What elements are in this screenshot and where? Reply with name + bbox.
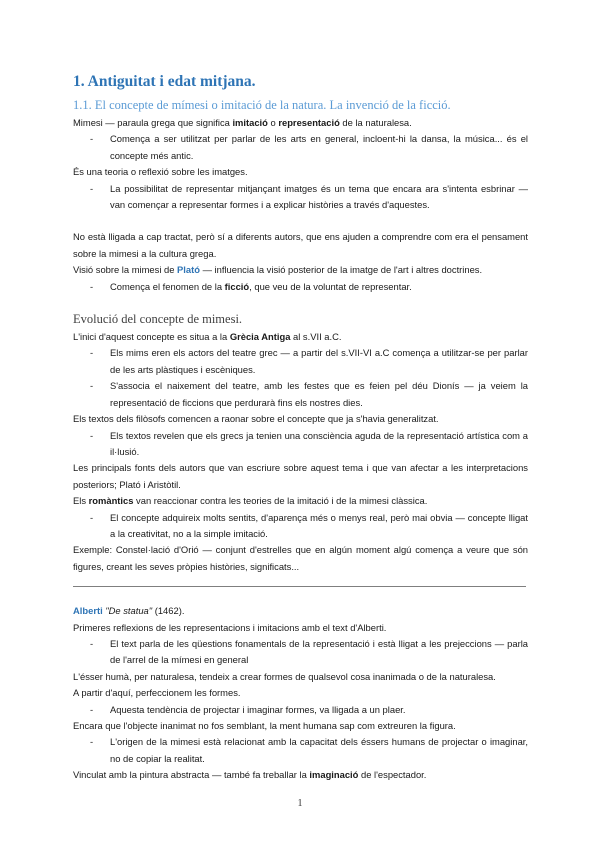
page-content bbox=[73, 72, 528, 784]
bullet-text: Els mims eren els actors del teatre grec — a partir del s.VII-VI a.C comença a utilitzar-se per parlar de les arts plàstiques i escèniques. bbox=[110, 347, 528, 375]
bold-text: imaginació bbox=[309, 769, 359, 781]
heading-evolucio: Evolució del concepte de mimesi. bbox=[73, 312, 243, 327]
text: Comença el fenomen de la bbox=[110, 280, 225, 292]
bullet-text: S'associa el naixement del teatre, amb les festes que es feien pel déu Dionís — ja veiem la representació de ficcions que perdurarà fins els nostres dies. bbox=[110, 380, 528, 408]
bullet-text: Aquesta tendència de projectar i imaginar formes, va lligada a un plaer. bbox=[110, 703, 406, 715]
bullet-dash: - bbox=[90, 736, 94, 748]
page-number: 1 bbox=[297, 798, 303, 809]
paragraph bbox=[73, 767, 528, 783]
text: , que veu de la voluntat de representar. bbox=[249, 280, 412, 292]
bullet-dash: - bbox=[90, 429, 94, 441]
text: de l'espectador. bbox=[358, 769, 427, 781]
paragraph: És una teoria o reflexió sobre les imatges. bbox=[73, 166, 248, 178]
section-title-alberti bbox=[73, 603, 528, 619]
work-title: "De statua" bbox=[105, 605, 153, 617]
text: al s.VII a.C. bbox=[290, 331, 342, 343]
bullet-dash: - bbox=[90, 703, 94, 715]
bold-text: Grècia Antiga bbox=[229, 331, 291, 343]
bullet-text: L'origen de la mimesi està relacionat amb la capacitat dels éssers humans de projectar o imaginar, no de copiar la realitat. bbox=[110, 736, 528, 764]
bullet-item bbox=[73, 702, 528, 718]
bullet-dash: - bbox=[90, 133, 94, 145]
bullet-dash: - bbox=[90, 182, 94, 194]
bullet-text: La possibilitat de representar mitjançant imatges és un tema que encara ara s'intenta esbrinar — van començar a representar formes i a explicar històries a través d'aquestes. bbox=[110, 182, 528, 211]
text: de la naturalesa. bbox=[339, 117, 412, 128]
text: Visió sobre la mimesi de bbox=[73, 264, 178, 276]
highlight-plato: Plató bbox=[177, 264, 200, 276]
paragraph bbox=[73, 262, 528, 278]
paragraph: Encara que l'objecte inanimat no fos semblant, la ment humana sap com extreuren la figura. bbox=[73, 720, 456, 731]
text: o bbox=[267, 117, 279, 128]
bullet-item bbox=[73, 734, 528, 767]
heading-antiguitat: 1. Antiguitat i edat mitjana. bbox=[73, 73, 256, 90]
bullet-dash: - bbox=[90, 380, 94, 392]
paragraph: L'ésser humà, per naturalesa, tendeix a crear formes de qualsevol cosa inanimada o de la naturalesa. bbox=[73, 670, 496, 682]
bullet-dash: - bbox=[90, 347, 94, 359]
paragraph: Exemple: Constel·lació d'Orió — conjunt d'estrelles que en algún moment algú comença a veure que són figures, creant les seves pròpies històries, significats... bbox=[73, 544, 528, 572]
bullet-item bbox=[73, 181, 528, 214]
text: Vinculat amb la pintura abstracta — també fa treballar la bbox=[73, 769, 310, 781]
paragraph: Les principals fonts dels autors que van escriure sobre aquest tema i que van afectar a les interpretacions posteriors; Plató i Aristòtil. bbox=[73, 462, 528, 490]
paragraph: Primeres reflexions de les representacions i imitacions amb el text d'Alberti. bbox=[73, 621, 387, 633]
bullet-item bbox=[73, 428, 528, 461]
author-name: Alberti bbox=[73, 605, 103, 617]
bullet-dash: - bbox=[90, 511, 94, 523]
paragraph: A partir d'aquí, perfeccionem les formes. bbox=[73, 687, 241, 699]
year: (1462). bbox=[152, 605, 185, 617]
bullet-item bbox=[73, 510, 528, 543]
bullet-text: El concepte adquireix molts sentits, d'aparença més o menys real, però mai obvia — concepte lligat a la creativitat, no a la simple imitació. bbox=[110, 511, 528, 539]
bullet-item bbox=[73, 345, 528, 378]
bold-text: romàntics bbox=[88, 495, 134, 507]
text: — influencia la visió posterior de la imatge de l'art i altres doctrines. bbox=[199, 264, 483, 276]
paragraph: Els textos dels filòsofs comencen a raonar sobre el concepte que ja s'havia generalitzat. bbox=[73, 413, 439, 425]
text: L'inici d'aquest concepte es situa a la bbox=[73, 331, 230, 343]
paragraph bbox=[73, 329, 528, 345]
bullet-dash: - bbox=[90, 637, 94, 649]
bullet-text: Comença a ser utilitzat per parlar de les arts en general, incloent-hi la dansa, la música... és el concepte més antic. bbox=[110, 133, 528, 161]
text: Mimesi — paraula grega que significa bbox=[73, 117, 233, 128]
bullet-item bbox=[73, 378, 528, 411]
paragraph bbox=[73, 115, 528, 131]
subheading-mimesi: 1.1. El concepte de mímesi o imitació de la natura. La invenció de la ficció. bbox=[73, 98, 451, 112]
text: Els bbox=[73, 495, 89, 507]
bold-text: representació bbox=[278, 117, 340, 128]
bullet-item bbox=[73, 131, 528, 164]
bold-text: imitació bbox=[232, 117, 268, 128]
bullet-text: Els textos revelen que els grecs ja tenien una consciència aguda de la representació artística com a il·lusió. bbox=[110, 429, 528, 457]
paragraph bbox=[73, 493, 528, 509]
paragraph: No està lligada a cap tractat, però sí a diferents autors, que ens ajuden a comprendre com era el pensament sobre la mimesi a la cultura grega. bbox=[73, 231, 528, 259]
bullet-dash: - bbox=[90, 280, 94, 292]
bullet-item bbox=[73, 279, 528, 295]
bullet-item bbox=[73, 636, 528, 669]
bold-text: ficció bbox=[224, 280, 250, 292]
bullet-text: El text parla de les qüestions fonamentals de la representació i està lligat a les prejeccions — parla de l'arrel de la mímesi en general bbox=[110, 637, 528, 666]
text: van reaccionar contra les teories de la imitació i de la mimesi clàssica. bbox=[133, 495, 428, 507]
